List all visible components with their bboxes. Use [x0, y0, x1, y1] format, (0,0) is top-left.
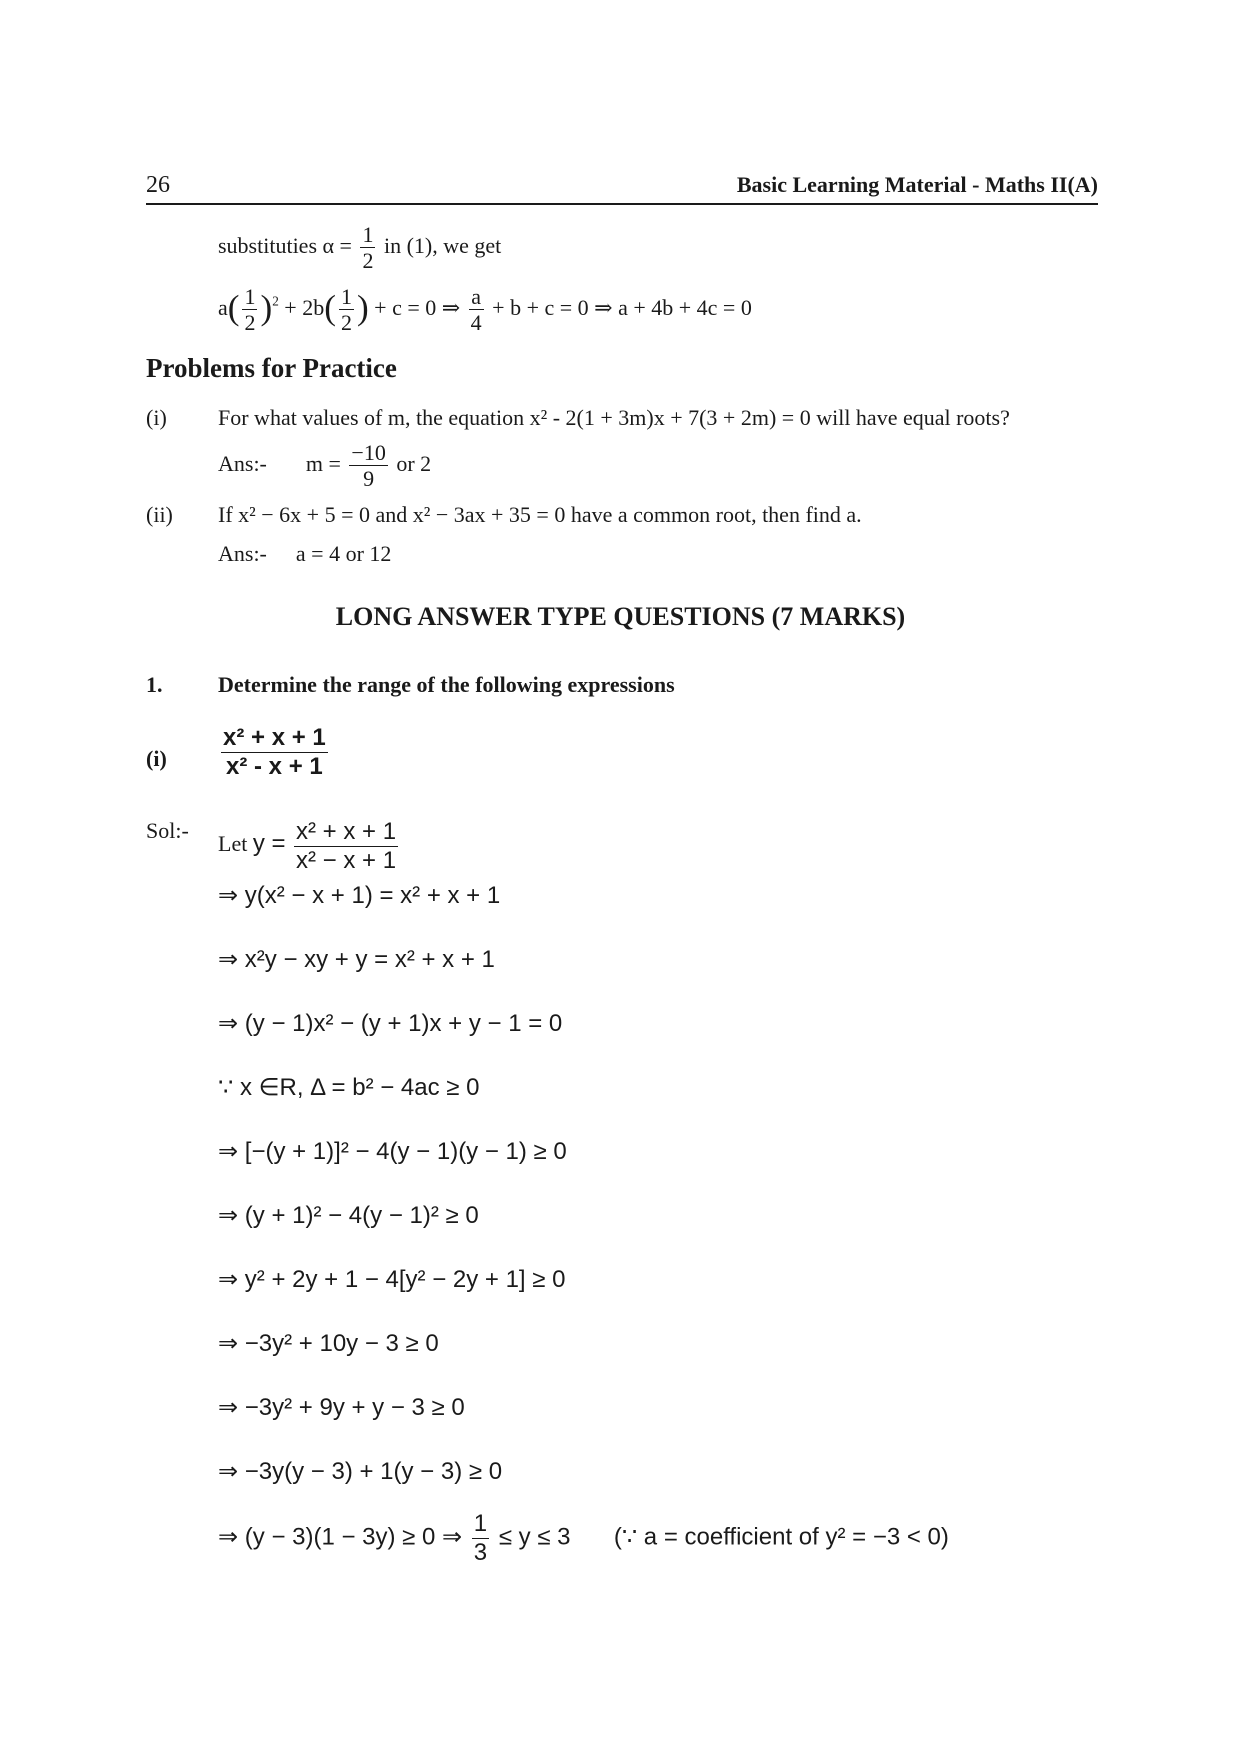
practice-heading: Problems for Practice: [146, 353, 397, 383]
question-text: Determine the range of the following expressions: [218, 672, 675, 697]
header-rule: [146, 203, 1098, 205]
substitution-suffix: in (1), we get: [383, 232, 502, 258]
question-number: 1.: [146, 672, 163, 697]
solution-label: Sol:-: [146, 818, 189, 843]
solution-step: ⇒ −3y² + 10y − 3 ≥ 0: [218, 1330, 439, 1357]
solution-step: ⇒ x²y − xy + y = x² + x + 1: [218, 946, 495, 973]
substituted-equation: a( $\frac{1}{2}$ )$^2$ + 2b( $\frac{1}{2}$ ) + c = 0 ⇒ $\frac{a}{4}$ + b + c = 0 ⇒ a + 4b + 4c = 0: [218, 284, 752, 336]
solution-step: ⇒ y(x² − x + 1) = x² + x + 1: [218, 882, 501, 909]
practice-q2-answer: Ans:- a = 4 or 12: [218, 541, 392, 566]
solution-step: ⇒ (y − 1)x² − (y + 1)x + y − 1 = 0: [218, 1010, 563, 1037]
page-number: 26: [146, 172, 170, 198]
practice-q1-answer: Ans:- m = $\frac{-10}{9}$ or 2: [218, 440, 432, 492]
solution-step: ⇒ (y + 1)² − 4(y − 1)² ≥ 0: [218, 1202, 479, 1229]
part-label: (i): [146, 746, 167, 771]
practice-q2-label: (ii): [146, 502, 173, 527]
let-line: Let y = $\frac{\text{x² + x + 1}}{\text{x² − x + 1}}$: [218, 818, 397, 874]
solution-step: ⇒ [−(y + 1)]² − 4(y − 1)(y − 1) ≥ 0: [218, 1138, 567, 1165]
solution-step: ⇒ y² + 2y + 1 − 4[y² − 2y + 1] ≥ 0: [218, 1266, 566, 1293]
fraction-minus-ten-ninths: $\frac{-10}{9}$: [351, 440, 386, 492]
practice-q1: For what values of m, the equation x² - 2(1 + 3m)x + 7(3 + 2m) = 0 will have equal roots?: [218, 405, 1010, 430]
answer-label: Ans:-: [218, 450, 267, 476]
solution-step: ∵ x ∈R, Δ = b² − 4ac ≥ 0: [218, 1074, 480, 1101]
practice-q1-equation: x² - 2(1 + 3m)x + 7(3 + 2m) = 0: [529, 405, 811, 430]
solution-step: ⇒ −3y² + 9y + y − 3 ≥ 0: [218, 1394, 465, 1421]
running-header-title: Basic Learning Material - Maths II(A): [736, 172, 1098, 197]
answer-label: Ans:-: [218, 541, 267, 566]
long-answer-heading: LONG ANSWER TYPE QUESTIONS (7 MARKS): [335, 602, 906, 631]
final-step: ⇒ (y − 3)(1 − 3y) ≥ 0 ⇒ $\frac{1}{3}$ ≤ y ≤ 3 (∵ a = coefficient of y² = −3 < 0): [218, 1510, 949, 1566]
fraction-half-1: $\frac{1}{2}$: [244, 284, 256, 336]
substitution-line: [218, 222, 501, 274]
practice-q1-label: (i): [146, 405, 167, 430]
solution-step: ⇒ −3y(y − 3) + 1(y − 3) ≥ 0: [218, 1458, 503, 1485]
substitution-text: substituties α =: [218, 232, 352, 258]
let-fraction: $\frac{\text{x² + x + 1}}{\text{x² − x + 1}}$: [296, 818, 397, 874]
fraction-a-over-4: $\frac{a}{4}$: [470, 284, 482, 336]
expression-fraction: $\frac{\text{x² + x + 1}}{\text{x² - x + 1}}$: [223, 724, 326, 780]
fraction-half-2: $\frac{1}{2}$: [340, 284, 352, 336]
fraction-half: $\frac{1}{2}$: [362, 222, 374, 274]
practice-q2: If x² − 6x + 5 = 0 and x² − 3ax + 35 = 0 have a common root, then find a.: [218, 502, 862, 527]
practice-q2-equation-2: x² − 3ax + 35 = 0: [412, 502, 566, 527]
fraction-one-third: $\frac{1}{3}$: [473, 1510, 488, 1566]
final-note: (∵ a = coefficient of y² = −3 < 0): [613, 1523, 949, 1551]
practice-q2-equation-1: x² − 6x + 5 = 0: [238, 502, 370, 527]
